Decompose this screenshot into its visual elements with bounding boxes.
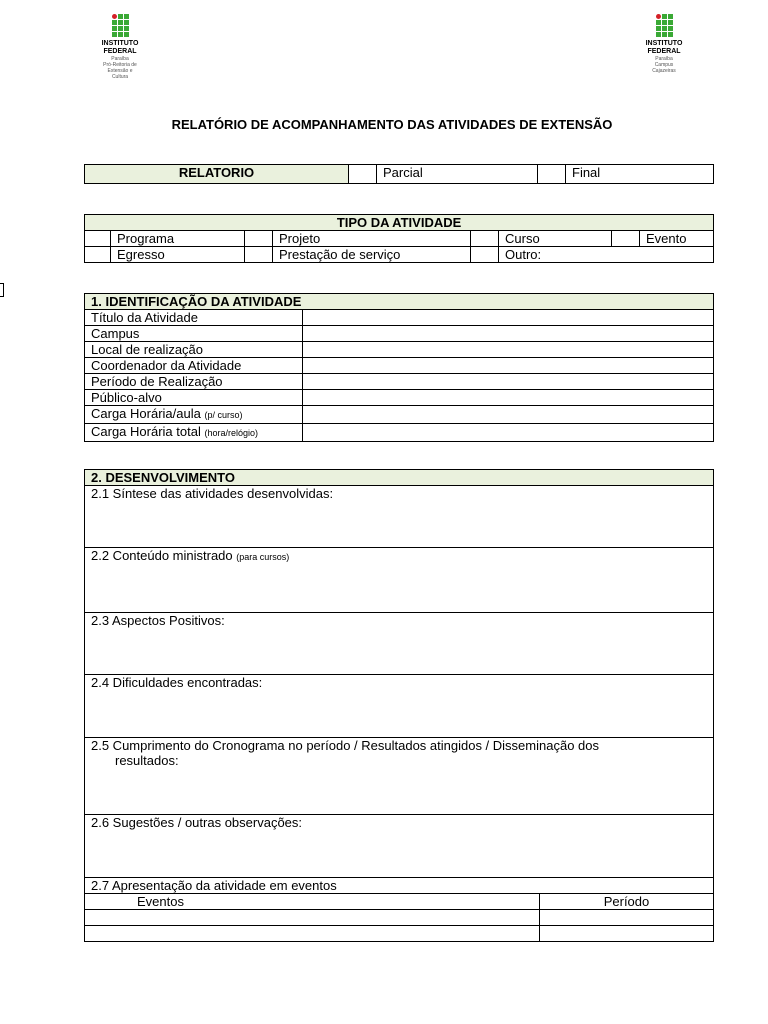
sugestoes-section[interactable] <box>85 815 714 878</box>
parcial-checkbox[interactable] <box>349 165 377 184</box>
logo-sub-line2: Campus <box>654 62 674 68</box>
logo-sub-line1: Paraíba <box>111 56 129 62</box>
cronograma-label-line1: 2.5 Cumprimento do Cronograma no período / Resultados atingidos / Disseminação dos <box>91 738 599 753</box>
carga-total-note: (hora/relógio) <box>204 428 258 438</box>
final-label: Final <box>566 165 714 184</box>
campus-label: Campus <box>85 326 303 342</box>
programa-checkbox[interactable] <box>85 231 111 247</box>
egresso-checkbox[interactable] <box>85 247 111 263</box>
publico-field[interactable] <box>303 390 714 406</box>
eventos-cell[interactable] <box>85 910 540 926</box>
logo-sub-line3: Extensão e <box>107 68 133 74</box>
page-title: RELATÓRIO DE ACOMPANHAMENTO DAS ATIVIDADES DE EXTENSÃO <box>171 117 613 132</box>
logo-sub-line2: Pró-Reitoria de <box>103 62 137 68</box>
cronograma-section[interactable] <box>85 738 714 815</box>
carga-aula-label <box>85 406 303 424</box>
tipo-header: TIPO DA ATIVIDADE <box>85 215 714 231</box>
logo-sub-line3: Cajazeiras <box>652 68 676 74</box>
carga-total-field[interactable] <box>303 424 714 442</box>
carga-aula-text: Carga Horária/aula <box>91 406 201 421</box>
desenvolvimento-table <box>84 469 714 942</box>
relatorio-type-table <box>84 164 714 184</box>
local-field[interactable] <box>303 342 714 358</box>
outro-checkbox[interactable] <box>471 247 499 263</box>
carga-aula-note: (p/ curso) <box>204 410 243 420</box>
evento-checkbox[interactable] <box>612 231 640 247</box>
conteudo-label: 2.2 Conteúdo ministrado <box>91 548 233 563</box>
carga-total-label <box>85 424 303 442</box>
logo-sub-line1: Paraíba <box>655 56 673 62</box>
desenvolvimento-header: 2. DESENVOLVIMENTO <box>85 470 714 486</box>
apresentacao-label: 2.7 Apresentação da atividade em eventos <box>85 878 714 894</box>
parcial-label: Parcial <box>377 165 538 184</box>
prestacao-label: Prestação de serviço <box>273 247 471 263</box>
periodo-cell[interactable] <box>540 926 714 942</box>
dificuldades-label: 2.4 Dificuldades encontradas: <box>91 675 263 690</box>
periodo-field[interactable] <box>303 374 714 390</box>
carga-aula-field[interactable] <box>303 406 714 424</box>
logo-sub-line4: Cultura <box>111 74 129 80</box>
final-checkbox[interactable] <box>538 165 566 184</box>
programa-label: Programa <box>111 231 245 247</box>
evento-label: Evento <box>640 231 714 247</box>
conteudo-note: (para cursos) <box>236 552 290 562</box>
relatorio-header: RELATORIO <box>85 165 349 184</box>
projeto-label: Projeto <box>273 231 471 247</box>
titulo-label: Título da Atividade <box>85 310 303 326</box>
prestacao-checkbox[interactable] <box>245 247 273 263</box>
aspectos-section[interactable] <box>85 613 714 675</box>
dificuldades-section[interactable] <box>85 675 714 738</box>
logo-ifpb-left <box>90 14 150 80</box>
local-label: Local de realização <box>85 342 303 358</box>
logo-name-line1: INSTITUTO <box>101 40 139 47</box>
campus-field[interactable] <box>303 326 714 342</box>
publico-label: Público-alvo <box>85 390 303 406</box>
eventos-column-header: Eventos <box>85 894 540 910</box>
egresso-label: Egresso <box>111 247 245 263</box>
cronograma-label-line2: resultados: <box>115 753 179 768</box>
carga-total-text: Carga Horária total <box>91 424 201 439</box>
tipo-atividade-table <box>84 214 714 263</box>
eventos-cell[interactable] <box>85 926 540 942</box>
logo-name-line2: FEDERAL <box>647 48 681 55</box>
sugestoes-label: 2.6 Sugestões / outras observações: <box>91 815 303 830</box>
periodo-label: Período de Realização <box>85 374 303 390</box>
coordenador-field[interactable] <box>303 358 714 374</box>
identificacao-table <box>84 293 714 442</box>
titulo-field[interactable] <box>303 310 714 326</box>
curso-label: Curso <box>499 231 612 247</box>
logo-ifpb-right <box>634 14 694 74</box>
margin-marker <box>0 283 4 297</box>
ifpb-emblem-icon <box>112 14 129 37</box>
aspectos-label: 2.3 Aspectos Positivos: <box>91 613 225 628</box>
periodo-cell[interactable] <box>540 910 714 926</box>
conteudo-section[interactable] <box>85 548 714 613</box>
outro-field[interactable]: Outro: <box>499 247 714 263</box>
curso-checkbox[interactable] <box>471 231 499 247</box>
periodo-column-header: Período <box>540 894 714 910</box>
ifpb-emblem-icon <box>656 14 673 37</box>
identificacao-header: 1. IDENTIFICAÇÃO DA ATIVIDADE <box>85 294 714 310</box>
sintese-section[interactable] <box>85 486 714 548</box>
sintese-label: 2.1 Síntese das atividades desenvolvidas: <box>91 486 334 501</box>
coordenador-label: Coordenador da Atividade <box>85 358 303 374</box>
projeto-checkbox[interactable] <box>245 231 273 247</box>
logo-name-line2: FEDERAL <box>103 48 137 55</box>
logo-name-line1: INSTITUTO <box>645 40 683 47</box>
